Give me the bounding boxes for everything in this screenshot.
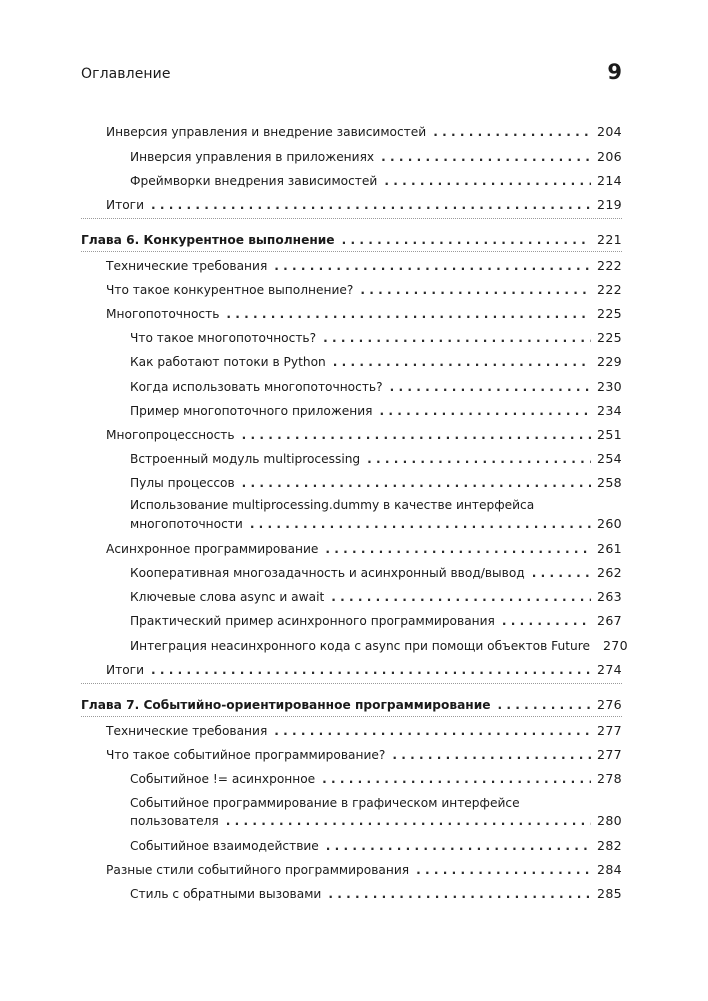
running-title: Оглавление: [81, 66, 171, 82]
toc-entry-title: Что такое конкурентное выполнение?: [106, 283, 354, 297]
toc-entry-page: 219: [597, 197, 622, 212]
toc-entry-page: 214: [597, 173, 622, 188]
toc-entry[interactable]: [130, 402, 622, 420]
toc-entry-page: 229: [597, 354, 622, 369]
toc-entry-title: Как работают потоки в Python: [130, 355, 326, 369]
toc-entry[interactable]: [130, 837, 622, 855]
dot-leader: [384, 173, 591, 190]
toc-entry-title: Интеграция неасинхронного кода с async при помощи объектов Future: [130, 639, 590, 653]
toc-entry[interactable]: [106, 196, 622, 214]
toc-chapter-entry[interactable]: [81, 231, 622, 249]
dot-leader: [498, 697, 592, 714]
dot-leader: [326, 838, 591, 855]
toc-entry-page: 204: [597, 124, 622, 139]
toc-entry-title: Итоги: [106, 663, 144, 677]
toc-entry-page: 251: [597, 427, 622, 442]
toc-entry-page: 225: [597, 330, 622, 345]
toc-entry-page: 258: [597, 475, 622, 490]
dot-leader: [151, 197, 591, 214]
dot-leader: [250, 516, 591, 533]
toc-entry-title: Событийное взаимодействие: [130, 839, 319, 853]
toc-entry[interactable]: [130, 770, 622, 788]
toc-entry-page: 262: [597, 565, 622, 580]
toc-entry-page: 276: [597, 697, 622, 712]
dot-leader: [502, 613, 591, 630]
dot-leader: [416, 862, 591, 879]
dot-leader: [433, 124, 591, 141]
toc-entry-title: Что такое событийное программирование?: [106, 748, 386, 762]
toc-entry-page: 261: [597, 541, 622, 556]
section-divider: [81, 716, 622, 717]
toc-entry[interactable]: [130, 329, 622, 347]
toc-entry-title: Кооперативная многозадачность и асинхронный ввод/вывод: [130, 566, 525, 580]
toc-entry-title: Событийное != асинхронное: [130, 772, 316, 786]
toc-entry[interactable]: [106, 661, 622, 679]
toc-entry-title: Итоги: [106, 198, 144, 212]
toc-entry[interactable]: [130, 637, 628, 655]
toc-entry-title: Инверсия управления и внедрение зависимостей: [106, 125, 427, 139]
toc-entry-title: Практический пример асинхронного программирования: [130, 614, 495, 628]
toc-entry[interactable]: [106, 722, 622, 740]
dot-leader: [390, 379, 591, 396]
toc-entry[interactable]: [130, 564, 622, 582]
toc-entry-title: Многопоточность: [106, 307, 220, 321]
toc-entry[interactable]: [130, 588, 622, 606]
dot-leader: [274, 723, 591, 740]
toc-entry[interactable]: [106, 281, 622, 299]
toc-entry[interactable]: [106, 746, 622, 764]
toc-chapter-title: Глава 7. Событийно-ориентированное программирование: [81, 698, 491, 712]
toc-entry-page: 267: [597, 613, 622, 628]
toc-entry-page: 263: [597, 589, 622, 604]
dot-leader: [532, 565, 591, 582]
toc-entry-page: 234: [597, 403, 622, 418]
toc-entry[interactable]: [130, 450, 622, 468]
dot-leader: [367, 451, 591, 468]
dot-leader: [380, 403, 592, 420]
dot-leader: [323, 330, 591, 347]
toc-entry[interactable]: [130, 353, 622, 371]
toc-entry-page: 222: [597, 282, 622, 297]
toc-entry[interactable]: [106, 305, 622, 323]
toc-entry[interactable]: [130, 885, 622, 903]
toc-entry-title: Ключевые слова async и await: [130, 590, 325, 604]
page-number: 9: [607, 60, 622, 84]
toc-entry-page: 222: [597, 258, 622, 273]
toc-entry[interactable]: [130, 148, 622, 166]
toc-entry-title: Пример многопоточного приложения: [130, 404, 373, 418]
dot-leader: [331, 589, 591, 606]
page-header: [81, 60, 622, 88]
toc-entry[interactable]: [106, 540, 622, 558]
dot-leader: [333, 354, 591, 371]
dot-leader: [325, 541, 591, 558]
toc-entry-page: 280: [597, 813, 622, 828]
toc-entry[interactable]: [106, 257, 622, 275]
toc-entry-title-line1: Использование multiprocessing.dummy в качестве интерфейса: [130, 498, 535, 512]
toc-entry-page: 254: [597, 451, 622, 466]
toc-entry-title: Фреймворки внедрения зависимостей: [130, 174, 378, 188]
toc-entry-title: пользователя: [130, 814, 219, 828]
dot-leader: [151, 662, 591, 679]
toc-entry-title: многопоточности: [130, 517, 243, 531]
toc-entry-title: Многопроцессность: [106, 428, 235, 442]
toc-entry-title: Стиль с обратными вызовами: [130, 887, 322, 901]
dot-leader: [328, 886, 591, 903]
toc-entry[interactable]: [130, 515, 622, 533]
toc-entry[interactable]: [130, 474, 622, 492]
toc-entry-page: 285: [597, 886, 622, 901]
dot-leader: [360, 282, 591, 299]
toc-entry-title: Асинхронное программирование: [106, 542, 319, 556]
toc-entry-page: 270: [602, 638, 628, 653]
toc-entry-title: Инверсия управления в приложениях: [130, 150, 375, 164]
toc-entry-title: Когда использовать многопоточность?: [130, 380, 383, 394]
toc-entry[interactable]: [106, 861, 622, 879]
toc-entry-title: Встроенный модуль multiprocessing: [130, 452, 361, 466]
dot-leader: [381, 149, 591, 166]
dot-leader: [392, 747, 591, 764]
toc-entry-page: 278: [597, 771, 622, 786]
toc-entry-title-line1: Событийное программирование в графическом интерфейсе: [130, 796, 520, 810]
section-divider: [81, 251, 622, 252]
toc-entry-page: 230: [597, 379, 622, 394]
toc-entry[interactable]: [106, 123, 622, 141]
dot-leader: [226, 813, 591, 830]
toc-entry-title: Что такое многопоточность?: [130, 331, 317, 345]
toc-entry[interactable]: [130, 172, 622, 190]
section-divider: [81, 218, 622, 219]
dot-leader: [322, 771, 591, 788]
toc-entry[interactable]: [130, 378, 622, 396]
toc-entry-title: Технические требования: [106, 259, 268, 273]
toc-entry-title: Разные стили событийного программирования: [106, 863, 410, 877]
dot-leader: [242, 427, 591, 444]
dot-leader: [342, 232, 591, 249]
toc-entry-page: 277: [597, 723, 622, 738]
toc-entry[interactable]: [106, 426, 622, 444]
dot-leader: [274, 258, 591, 275]
toc-chapter-title: Глава 6. Конкурентное выполнение: [81, 233, 335, 247]
toc-entry-page: 277: [597, 747, 622, 762]
toc-chapter-entry[interactable]: [81, 696, 622, 714]
section-divider: [81, 683, 622, 684]
dot-leader: [242, 475, 591, 492]
toc-entry-page: 284: [597, 862, 622, 877]
toc-entry-page: 282: [597, 838, 622, 853]
toc-entry[interactable]: [130, 612, 622, 630]
toc-entry-title: Пулы процессов: [130, 476, 235, 490]
dot-leader: [226, 306, 591, 323]
toc-entry-page: 260: [597, 516, 622, 531]
toc-entry-title: Технические требования: [106, 724, 268, 738]
toc-entry[interactable]: [130, 812, 622, 830]
toc-entry-page: 221: [597, 232, 622, 247]
toc-entry-page: 274: [597, 662, 622, 677]
toc-entry-page: 225: [597, 306, 622, 321]
toc-entry-page: 206: [597, 149, 622, 164]
